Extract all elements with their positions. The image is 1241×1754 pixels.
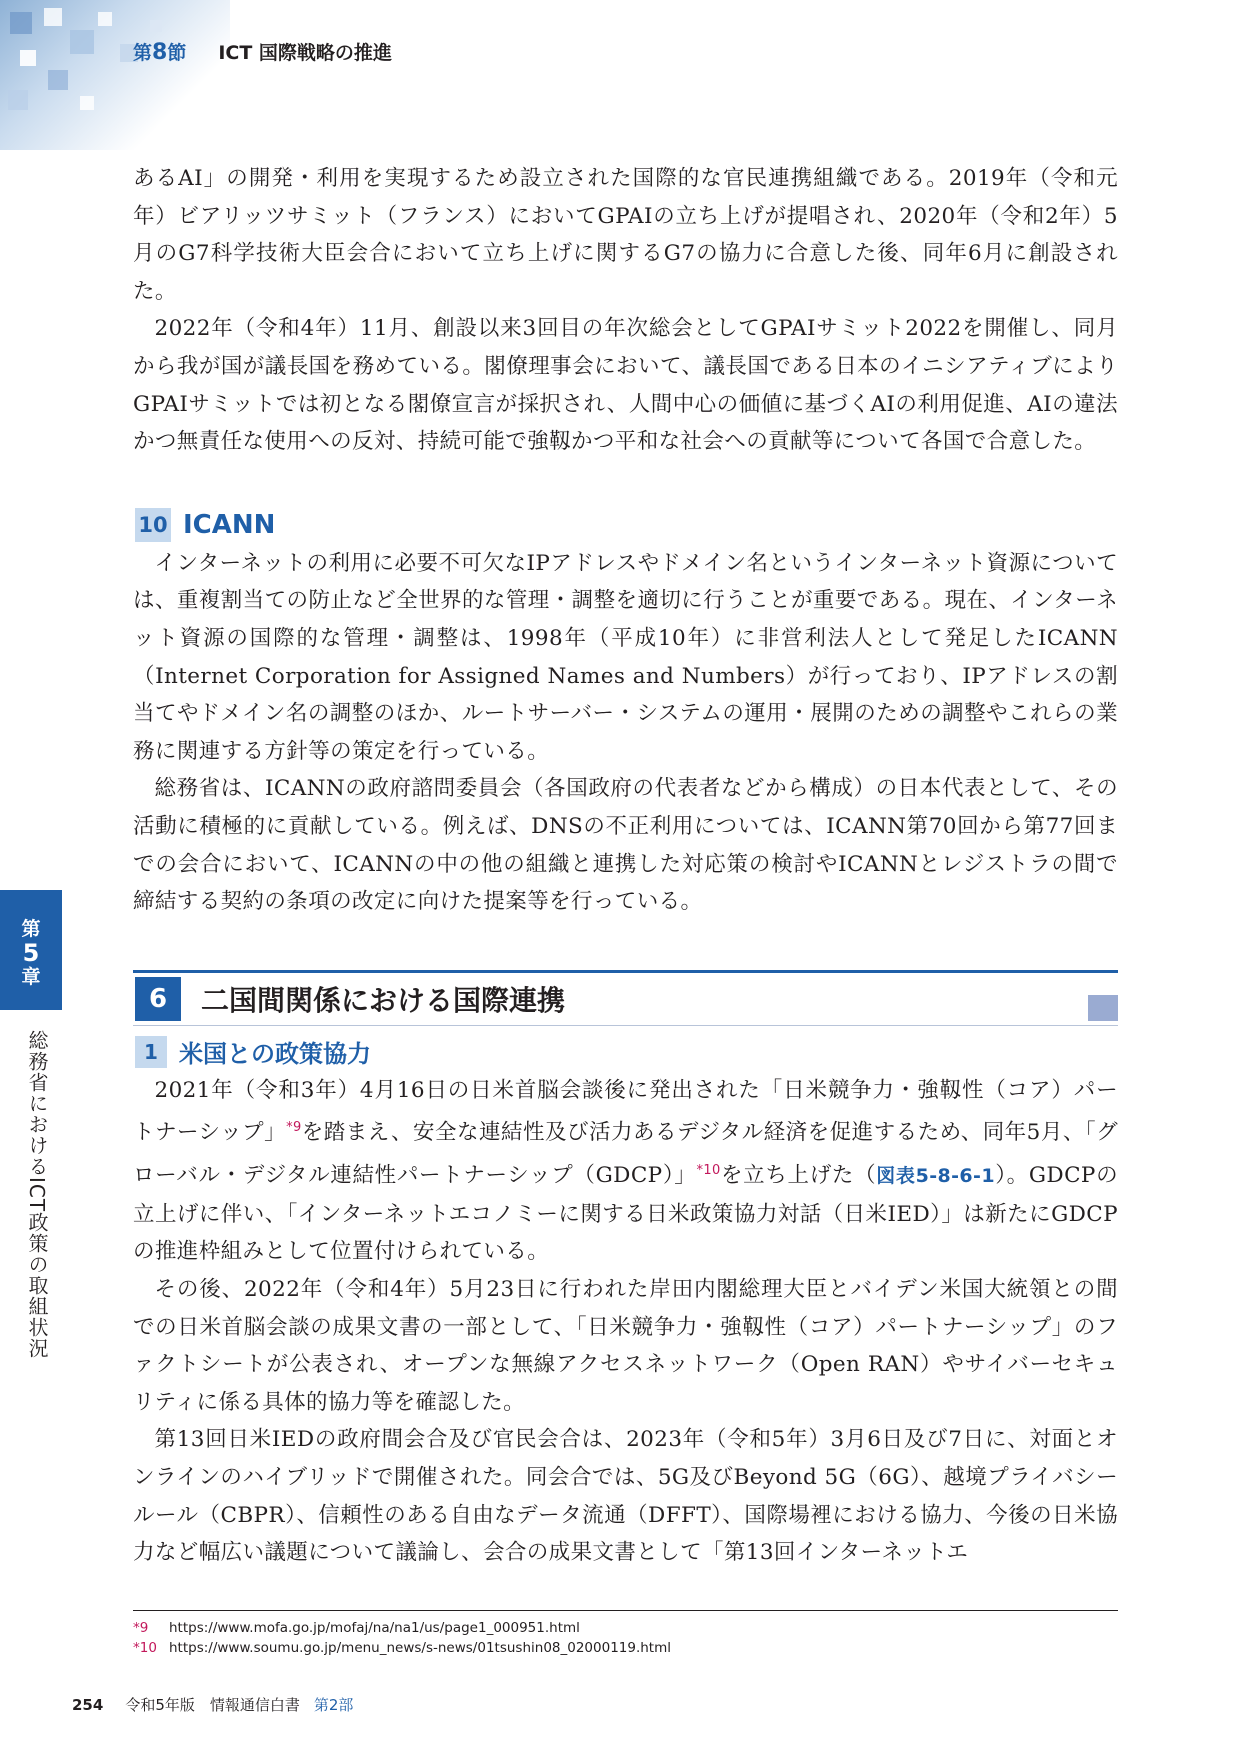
heading-title: 米国との政策協力: [179, 1040, 371, 1069]
footnotes: [133, 1618, 671, 1658]
footnote-9: *9 https://www.mofa.go.jp/mofaj/na/na1/us/page1_000951.html: [133, 1620, 580, 1636]
publication-title: 令和5年版 情報通信白書: [125, 1696, 300, 1714]
heading-section-6: [133, 970, 1118, 1026]
page-footer: [72, 1694, 353, 1715]
section-title: ICT 国際戦略の推進: [218, 42, 392, 64]
paragraph: 総務省は、ICANNの政府諮問委員会（各国政府の代表者などから構成）の日本代表として、その活動に積極的に貢献している。例えば、DNSの不正利用については、ICANN第70回から第77回までの会合において、ICANNの中の他の組織と連携した対応策の検討やICANNとレジストラの間で締結する契約の条項の改定に向けた提案等を行っている。: [133, 776, 1118, 915]
heading-number: 6: [135, 977, 181, 1021]
footnote-divider: [133, 1610, 1118, 1611]
running-header: [133, 38, 392, 68]
heading-subsection-1: [133, 1032, 1118, 1072]
heading-accent-square: [1088, 995, 1118, 1021]
heading-title: ICANN: [183, 509, 276, 540]
footnote-url[interactable]: https://www.soumu.go.jp/menu_news/s-news/01tsushin08_02000119.html: [169, 1640, 671, 1656]
heading-title: 二国間関係における国際連携: [201, 983, 566, 1017]
footnote-ref-10[interactable]: *10: [696, 1163, 721, 1179]
footnote-10: *10 https://www.soumu.go.jp/menu_news/s-news/01tsushin08_02000119.html: [133, 1640, 671, 1656]
paragraph: その後、2022年（令和4年）5月23日に行われた岸田内閣総理大臣とバイデン米国大統領との間での日米首脳会談の成果文書の一部として、「日米競争力・強靱性（コア）パートナーシップ」のファクトシートが公表され、オープンな無線アクセスネットワーク（Open RAN）やサイバーセキュリティに係る具体的協力等を確認した。: [133, 1276, 1118, 1415]
paragraph: 2022年（令和4年）11月、創設以来3回目の年次総会としてGPAIサミット2022を開催し、同月から我が国が議長国を務めている。閣僚理事会において、議長国である日本のイニシアティブによりGPAIサミットでは初となる閣僚宣言が採択され、人間中心の価値に基づくAIの利用促進、AIの違法かつ無責任な使用への反対、持続可能で強靱かつ平和な社会への貢献等について各国で合意した。: [133, 316, 1118, 455]
heading-icann: [133, 505, 1118, 545]
heading-number: 10: [135, 508, 171, 542]
corner-decoration: [0, 0, 230, 150]
part-label: 第2部: [313, 1696, 354, 1714]
main-content: [133, 160, 1118, 1572]
paragraph: 第13回日米IEDの政府間会合及び官民会合は、2023年（令和5年）3月6日及び7日に、対面とオンラインのハイブリッドで開催された。同会合では、5G及びBeyond 5G（6G）、越境プライバシールール（CBPR）、信頼性のある自由なデータ流通（DFFT）、国際場裡における協力、今後の日米協力など幅広い議題について議論し、会合の成果文書として「第13回インターネットエ: [133, 1427, 1118, 1566]
paragraph: インターネットの利用に必要不可欠なIPアドレスやドメイン名というインターネット資源については、重複割当ての防止など全世界的な管理・調整を適切に行うことが重要である。現在、インターネット資源の国際的な管理・調整は、1998年（平成10年）に非営利法人として発足したICANN（Internet Corporation for Assigned Names and Numbers）が行っており、IPアドレスの割当てやドメイン名の調整のほか、ルートサーバー・システムの運用・展開のための調整やこれらの業務に関連する方針等の策定を行っている。: [133, 550, 1118, 764]
chapter-tab: 第 5 章: [0, 890, 62, 1010]
paragraph: 2021年（令和3年）4月16日の日米首脳会談後に発出された「日米競争力・強靱性（コア）パートナーシップ」$^{*9}$を踏まえ、安全な連結性及び活力あるデジタル経済を促進するため、同年5月、「グローバル・デジタル連結性パートナーシップ（GDCP）」$^{*10}$を立ち上げた（図表5-8-6-1）。GDCPの立上げに伴い、「インターネットエコノミーに関する日米政策協力対話（日米IED）」は新たにGDCPの推進枠組みとして位置付けられている。: [133, 1077, 1118, 1265]
footnote-url[interactable]: https://www.mofa.go.jp/mofaj/na/na1/us/page1_000951.html: [169, 1620, 580, 1636]
heading-number: 1: [135, 1036, 167, 1068]
side-chapter-title: 総務省におけるICT政策の取組状況: [25, 1030, 49, 1360]
section-label: 第8節: [133, 40, 187, 65]
page-number: 254: [72, 1696, 104, 1714]
footnote-ref-9[interactable]: *9: [286, 1120, 302, 1136]
figure-reference-link[interactable]: 図表5-8-6-1: [876, 1165, 995, 1188]
paragraph: あるAI」の開発・利用を実現するため設立された国際的な官民連携組織である。2019年（令和元年）ビアリッツサミット（フランス）においてGPAIの立ち上げが提唱され、2020年（令和2年）5月のG7科学技術大臣会合において立ち上げに関するG7の協力に合意した後、同年6月に創設された。: [133, 166, 1118, 304]
